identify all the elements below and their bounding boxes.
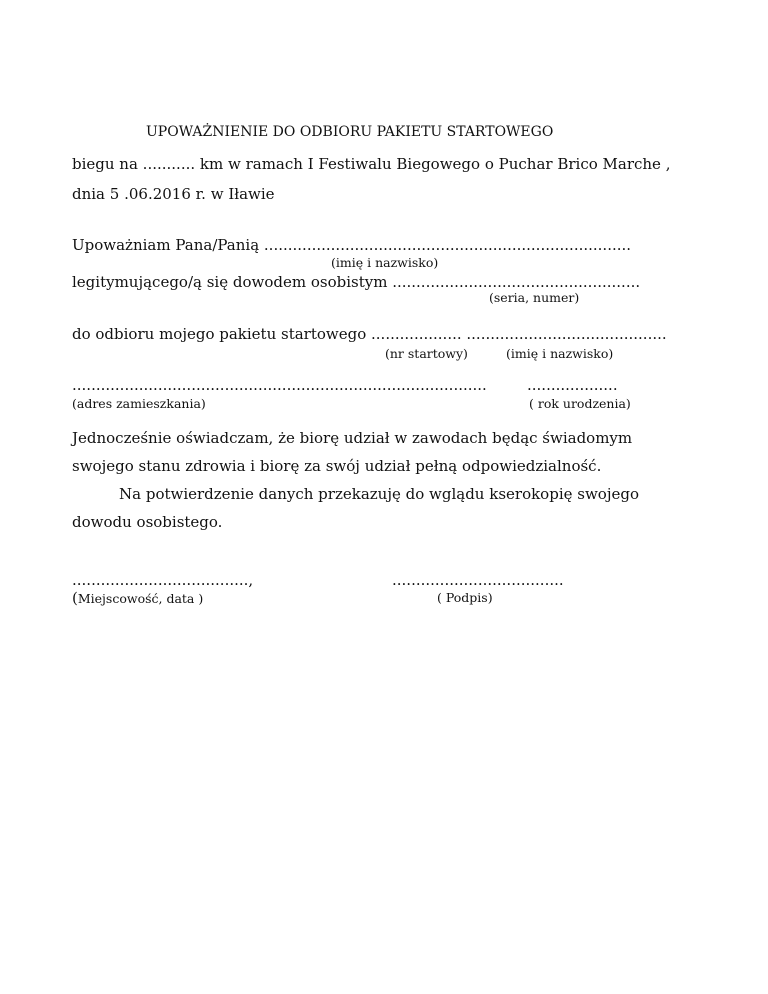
confirmation-line-2: dowodu osobistego. <box>72 513 223 531</box>
hint-place-date <box>72 590 203 607</box>
hint-id-series: (seria, numer) <box>489 290 580 305</box>
event-line: biegu na ........... km w ramach I Festiwalu Biegowego o Puchar Brico Marche , <box>72 155 671 173</box>
hint-address: (adres zamieszkania) <box>72 396 206 411</box>
place-date-dots: ....................................., <box>72 571 254 589</box>
hint-birth-year: ( rok urodzenia) <box>529 396 631 411</box>
signature-dots: .................................... <box>392 571 564 589</box>
birth-year-dots: ................... <box>527 376 618 394</box>
date-place-line: dnia 5 .06.2016 r. w Iławie <box>72 185 275 203</box>
pickup-line: do odbioru mojego pakietu startowego ................... .......................................... <box>72 325 667 343</box>
hint-place-date-paren: ( <box>72 589 78 607</box>
authorize-line: Upoważniam Pana/Panią ............................................................................. <box>72 236 632 254</box>
confirmation-line-1: Na potwierdzenie danych przekazuję do wglądu kserokopię swojego <box>119 485 639 503</box>
hint-start-number: (nr startowy) <box>385 346 468 361</box>
hint-full-name: (imię i nazwisko) <box>331 255 439 270</box>
declaration-line-2: swojego stanu zdrowia i biorę za swój udział pełną odpowiedzialność. <box>72 457 602 475</box>
id-document-line: legitymującego/ą się dowodem osobistym .................................................... <box>72 273 641 291</box>
hint-full-name-2: (imię i nazwisko) <box>506 346 614 361</box>
hint-place-date-text: Miejscowość, data ) <box>77 591 204 606</box>
document-title: UPOWAŻNIENIE DO ODBIORU PAKIETU STARTOWEGO <box>146 124 554 140</box>
address-dots: ....................................................................................... <box>72 376 487 394</box>
hint-signature: ( Podpis) <box>437 590 493 605</box>
declaration-line-1: Jednocześnie oświadczam, że biorę udział w zawodach będąc świadomym <box>72 429 633 447</box>
